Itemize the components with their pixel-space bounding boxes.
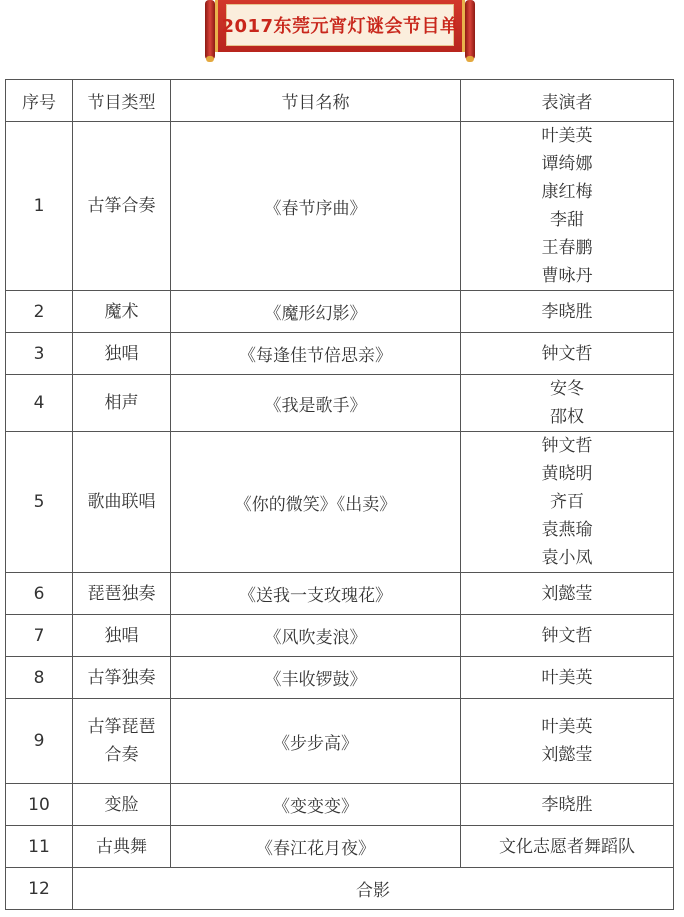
- table-row: [6, 615, 674, 657]
- final-text: 合影: [73, 868, 674, 910]
- row-performers: [461, 784, 674, 826]
- header-num: 序号: [6, 80, 73, 122]
- type-line: 琵琶独奏: [87, 583, 156, 604]
- performer-name: 刘懿莹: [541, 583, 593, 604]
- row-performers: [461, 333, 674, 375]
- performer-name: 叶美英: [541, 717, 593, 737]
- row-num: 6: [6, 573, 73, 615]
- scroll-roll-right: [465, 0, 475, 60]
- type-line: 独唱: [104, 625, 139, 646]
- row-type: [73, 291, 171, 333]
- performer-name: 钟文哲: [541, 436, 593, 456]
- row-program-name: 《每逢佳节倍思亲》: [171, 333, 461, 375]
- row-num: 2: [6, 291, 73, 333]
- type-line: 变脸: [104, 794, 139, 815]
- performer-name: 王春鹏: [541, 238, 593, 258]
- row-performers: [461, 826, 674, 868]
- header-name: 节目名称: [171, 80, 461, 122]
- row-performers: [461, 375, 674, 432]
- row-num: 8: [6, 657, 73, 699]
- row-program-name: 《春节序曲》: [171, 122, 461, 291]
- row-program-name: 《变变变》: [171, 784, 461, 826]
- performer-name: 康红梅: [541, 182, 593, 202]
- type-line: 合奏: [104, 745, 139, 765]
- table-row: [6, 657, 674, 699]
- program-table: [5, 79, 674, 910]
- type-line: 歌曲联唱: [87, 492, 156, 512]
- table-row: [6, 122, 674, 291]
- row-performers: [461, 432, 674, 573]
- performer-name: 文化志愿者舞蹈队: [499, 836, 635, 857]
- performer-name: 钟文哲: [541, 343, 593, 364]
- performer-name: 曹咏丹: [541, 266, 593, 286]
- scroll-paper: [221, 4, 459, 46]
- table-row: [6, 291, 674, 333]
- banner-title: 2017东莞元宵灯谜会节目单: [221, 16, 459, 37]
- type-line: 古筝合奏: [87, 196, 156, 216]
- performer-name: 安冬: [550, 379, 584, 399]
- row-program-name: 《步步高》: [171, 699, 461, 784]
- performer-name: 李晓胜: [541, 301, 593, 322]
- table-row: [6, 784, 674, 826]
- type-line: 古筝独奏: [87, 667, 156, 688]
- row-type: [73, 122, 171, 291]
- row-performers: [461, 615, 674, 657]
- type-line: 古典舞: [96, 836, 147, 857]
- performer-name: 刘懿莹: [541, 745, 593, 765]
- performer-name: 袁小凤: [541, 548, 593, 568]
- row-performers: [461, 122, 674, 291]
- performer-name: 叶美英: [541, 667, 593, 688]
- row-num: 3: [6, 333, 73, 375]
- header-type: 节目类型: [73, 80, 171, 122]
- type-line: 相声: [104, 393, 139, 413]
- row-program-name: 《你的微笑》《出卖》: [171, 432, 461, 573]
- row-num: 5: [6, 432, 73, 573]
- row-num: 4: [6, 375, 73, 432]
- row-type: [73, 784, 171, 826]
- row-performers: [461, 291, 674, 333]
- row-num: 1: [6, 122, 73, 291]
- row-program-name: 《我是歌手》: [171, 375, 461, 432]
- row-type: [73, 699, 171, 784]
- row-type: [73, 615, 171, 657]
- scroll-roll-left: [205, 0, 215, 60]
- row-num: 7: [6, 615, 73, 657]
- row-type: [73, 333, 171, 375]
- performer-name: 邵权: [550, 407, 584, 427]
- table-body: [6, 122, 674, 910]
- performer-name: 李甜: [550, 210, 584, 230]
- table-row: [6, 826, 674, 868]
- row-performers: [461, 573, 674, 615]
- row-num: 11: [6, 826, 73, 868]
- final-num: 12: [6, 868, 73, 910]
- row-type: [73, 432, 171, 573]
- row-num: 10: [6, 784, 73, 826]
- row-program-name: 《丰收锣鼓》: [171, 657, 461, 699]
- performer-name: 李晓胜: [541, 794, 593, 815]
- type-line: 古筝琵琶: [87, 717, 156, 737]
- row-performers: [461, 699, 674, 784]
- performer-name: 袁燕瑜: [541, 520, 593, 540]
- row-num: 9: [6, 699, 73, 784]
- title-banner: [205, 0, 475, 62]
- row-program-name: 《送我一支玫瑰花》: [171, 573, 461, 615]
- type-line: 魔术: [104, 301, 139, 322]
- performer-name: 齐百: [550, 492, 584, 512]
- row-type: [73, 657, 171, 699]
- row-type: [73, 573, 171, 615]
- table-row: [6, 573, 674, 615]
- performer-name: 谭绮娜: [541, 154, 593, 174]
- type-line: 独唱: [104, 343, 139, 364]
- table-row: [6, 375, 674, 432]
- performer-name: 黄晓明: [541, 464, 593, 484]
- row-type: [73, 826, 171, 868]
- header-performer: 表演者: [461, 80, 674, 122]
- row-program-name: 《春江花月夜》: [171, 826, 461, 868]
- performer-name: 叶美英: [541, 126, 593, 146]
- row-performers: [461, 657, 674, 699]
- row-program-name: 《魔形幻影》: [171, 291, 461, 333]
- table-header-row: [6, 80, 674, 122]
- row-type: [73, 375, 171, 432]
- row-program-name: 《风吹麦浪》: [171, 615, 461, 657]
- table-row-final: [6, 868, 674, 910]
- table-row: [6, 432, 674, 573]
- table-row: [6, 333, 674, 375]
- table-row: [6, 699, 674, 784]
- scroll-body: [215, 0, 465, 52]
- performer-name: 钟文哲: [541, 625, 593, 646]
